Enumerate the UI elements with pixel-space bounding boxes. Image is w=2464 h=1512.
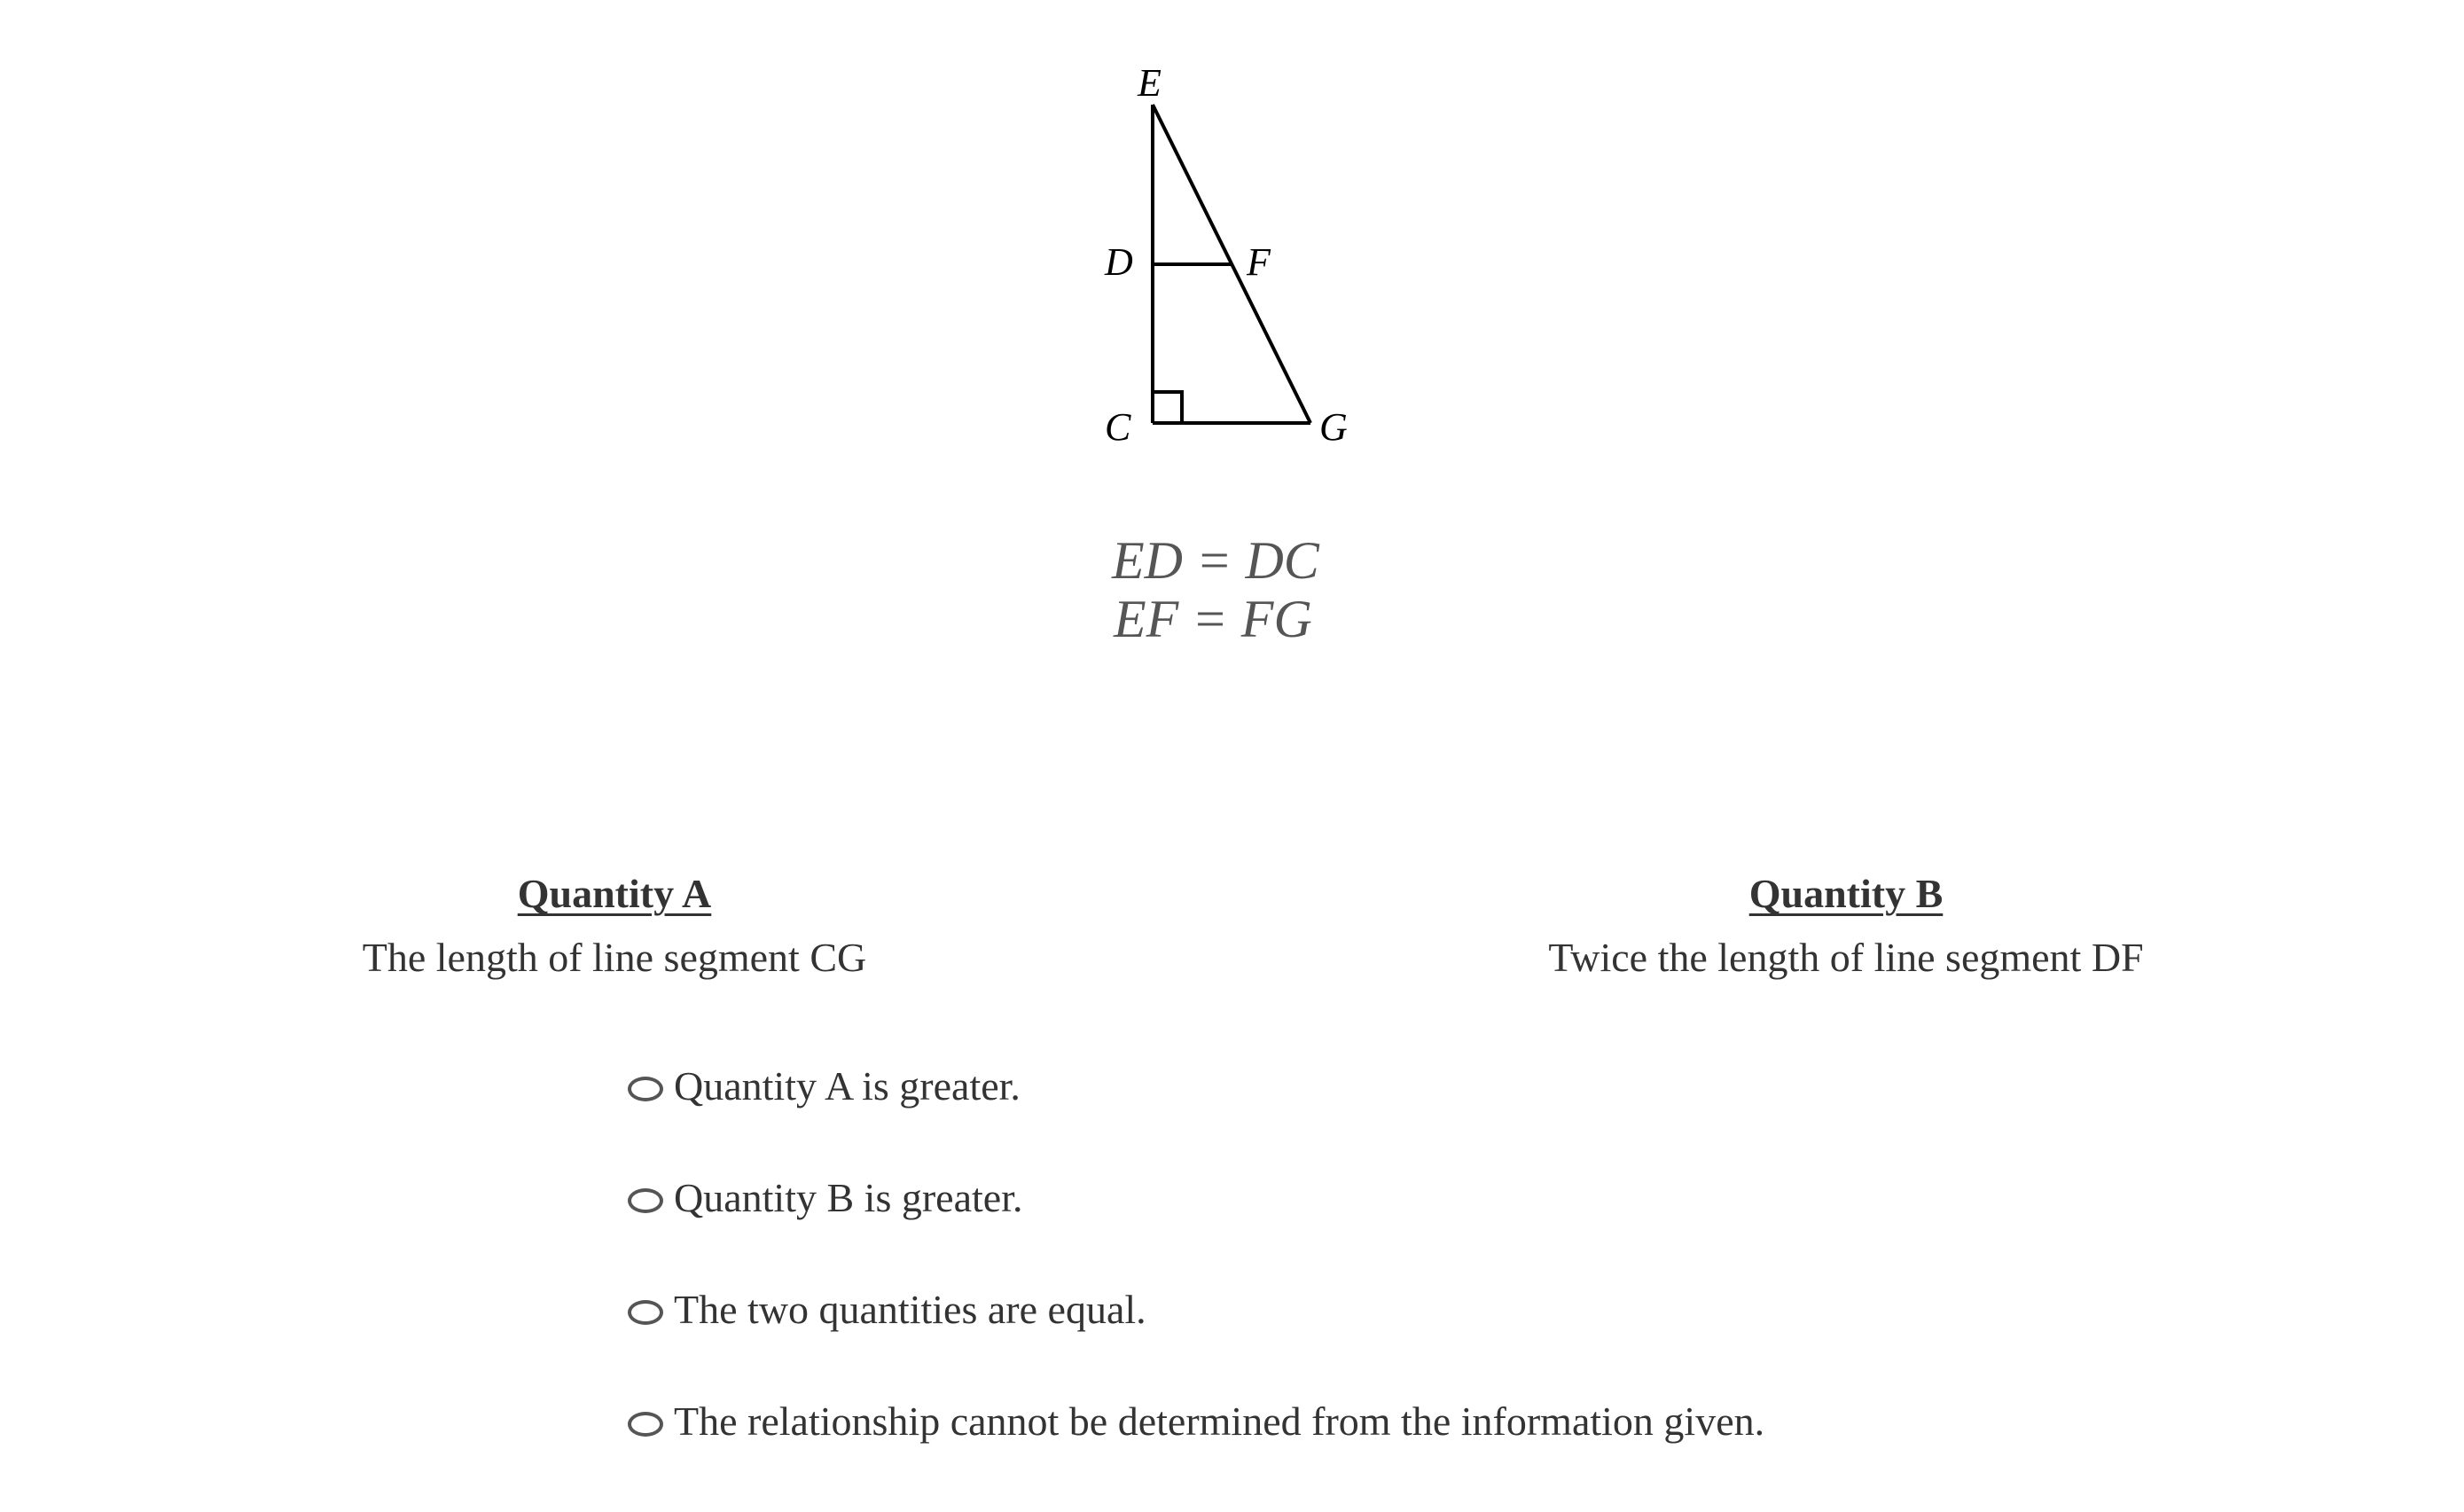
radio-button-icon[interactable] [628, 1300, 663, 1325]
label-e: E [1138, 61, 1162, 105]
option-label: The two quantities are equal. [674, 1287, 1146, 1332]
radio-button-icon[interactable] [628, 1188, 663, 1213]
radio-button-icon[interactable] [628, 1412, 663, 1437]
quantity-b [1548, 867, 2143, 984]
quantity-b-heading: Quantity B [1748, 871, 1944, 916]
option-label: Quantity B is greater. [674, 1175, 1023, 1220]
option-b-greater[interactable] [628, 1167, 1764, 1229]
label-f: F [1247, 240, 1271, 284]
label-c: C [1105, 405, 1131, 449]
label-d: D [1105, 240, 1133, 284]
option-cannot-determine[interactable] [628, 1391, 1764, 1453]
triangle-lines [1153, 105, 1310, 423]
right-angle-marker [1153, 392, 1182, 423]
quantity-b-text: Twice the length of line segment DF [1548, 935, 2144, 980]
given-equation-1: ED = DC [1112, 531, 1319, 590]
option-equal[interactable] [628, 1279, 1764, 1341]
quantity-a [363, 867, 867, 984]
quantity-a-text: The length of line segment CG [362, 935, 867, 980]
radio-button-icon[interactable] [628, 1077, 663, 1101]
option-label: The relationship cannot be determined from the information given. [674, 1398, 1765, 1444]
option-a-greater[interactable] [628, 1055, 1764, 1117]
quantity-a-heading: Quantity A [517, 871, 712, 916]
answer-options [628, 1055, 1764, 1502]
triangle-figure [1073, 44, 1445, 683]
given-equation-2: EF = FG [1114, 590, 1312, 648]
option-label: Quantity A is greater. [674, 1063, 1021, 1109]
label-g: G [1319, 405, 1348, 449]
